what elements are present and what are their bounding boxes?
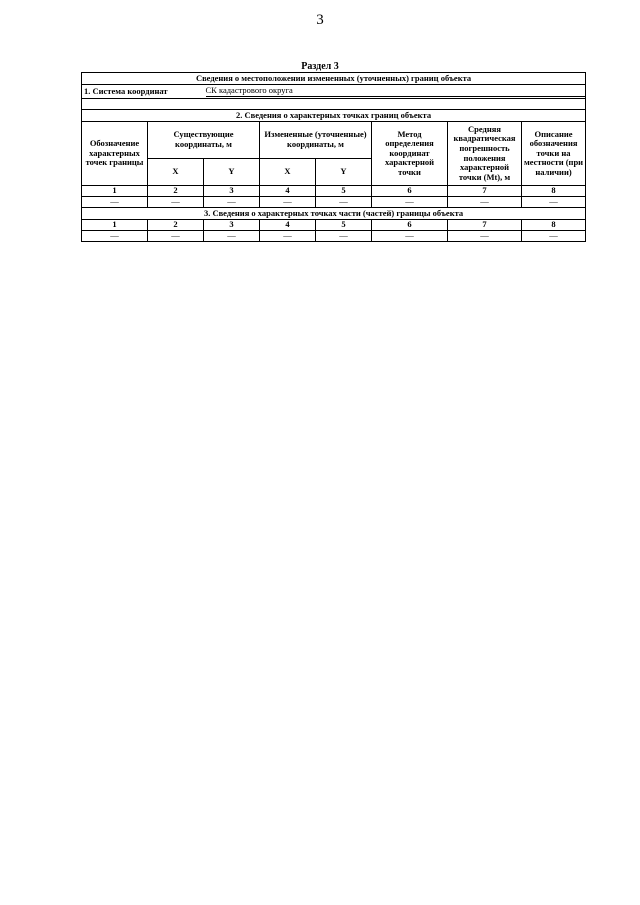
table-cell: — (204, 197, 260, 208)
section2-title-row (82, 110, 586, 122)
section2-title: 2. Сведения о характерных точках границ объекта (82, 110, 586, 122)
coord-system-value: СК кадастрового округа (206, 86, 586, 97)
table-row (82, 231, 586, 242)
column-header-row (82, 122, 586, 159)
header-method: Метод определения координат характерной точки (372, 122, 448, 186)
coord-system-label: 1. Система координат (82, 85, 204, 99)
column-index: 5 (316, 220, 372, 231)
section3-title: 3. Сведения о характерных точках части (частей) границы объекта (82, 208, 586, 220)
header-existing-y: Y (204, 159, 260, 186)
section3-title-row (82, 208, 586, 220)
table-cell: — (204, 231, 260, 242)
coord-system-cell (204, 85, 586, 99)
column-index: 6 (372, 186, 448, 197)
blank-row (82, 99, 586, 110)
table-cell: — (522, 231, 586, 242)
column-index: 8 (522, 220, 586, 231)
table-cell: — (316, 231, 372, 242)
coord-system-row (82, 85, 586, 99)
column-index: 1 (82, 186, 148, 197)
header-error: Средняя квадратическая погрешность положения характерной точки (Mt), м (448, 122, 522, 186)
column-index: 4 (260, 186, 316, 197)
column-index: 7 (448, 186, 522, 197)
header-description: Описание обозначения точки на местности (при наличии) (522, 122, 586, 186)
table-cell: — (82, 231, 148, 242)
page-number: 3 (316, 12, 324, 28)
column-index: 1 (82, 220, 148, 231)
table-cell: — (260, 197, 316, 208)
column-index: 4 (260, 220, 316, 231)
boundary-table (81, 72, 586, 242)
table-row (82, 197, 586, 208)
column-index: 2 (148, 220, 204, 231)
table-cell: — (260, 231, 316, 242)
header-changed: Измененные (уточненные) координаты, м (260, 122, 372, 159)
table-cell: — (372, 197, 448, 208)
table-title-row (82, 73, 586, 85)
column-index: 3 (204, 186, 260, 197)
column-index: 5 (316, 186, 372, 197)
table-cell: — (448, 231, 522, 242)
column-index: 2 (148, 186, 204, 197)
table-cell: — (522, 197, 586, 208)
table-cell: — (372, 231, 448, 242)
header-existing: Существующие координаты, м (148, 122, 260, 159)
section-title: Раздел 3 (301, 61, 339, 72)
column-index: 8 (522, 186, 586, 197)
table-cell: — (82, 197, 148, 208)
header-changed-x: X (260, 159, 316, 186)
table-cell: — (316, 197, 372, 208)
section3-index-row (82, 220, 586, 231)
header-existing-x: X (148, 159, 204, 186)
column-index-row (82, 186, 586, 197)
table-cell: — (448, 197, 522, 208)
table-cell: — (148, 231, 204, 242)
column-index: 3 (204, 220, 260, 231)
column-index: 7 (448, 220, 522, 231)
header-point: Обозначение характерных точек границы (82, 122, 148, 186)
table-cell: — (148, 197, 204, 208)
header-changed-y: Y (316, 159, 372, 186)
column-index: 6 (372, 220, 448, 231)
table-title: Сведения о местоположении измененных (уточненных) границ объекта (82, 73, 586, 85)
